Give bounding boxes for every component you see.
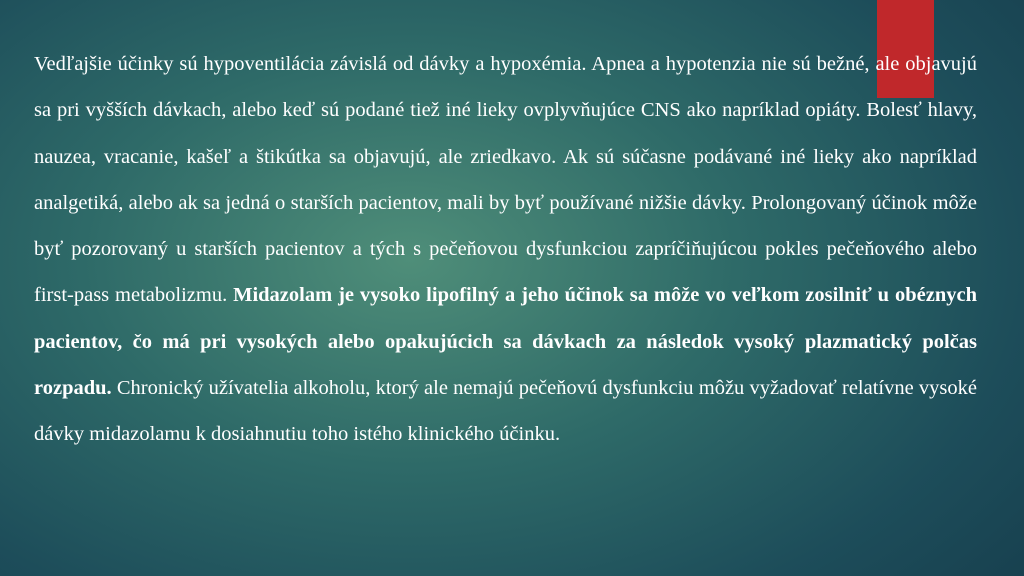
slide-body [34, 41, 977, 458]
paragraph-text-outro: Chronický užívatelia alkoholu, ktorý ale nemajú pečeňovú dysfunkciu môžu vyžadovať relatívne vysoké dávky midazolamu k dosiahnutiu toho istého klinického účinku. [34, 377, 977, 446]
body-paragraph [34, 41, 977, 458]
paragraph-text-bold: Midazolam je vysoko lipofilný a jeho účinok sa môže vo veľkom zosilniť u obéznych pacientov, čo má pri vysokých alebo opakujúcich sa dávkach za následok vysoký plazmatický polčas rozpadu. [34, 284, 977, 400]
paragraph-text-intro: Vedľajšie účinky sú hypoventilácia závislá od dávky a hypoxémia. Apnea a hypotenzia nie sú bežné, ale objavujú sa pri vyšších dávkach, alebo keď sú podané tiež iné lieky ovplyvňujúce CNS ako napríklad opiáty. Bolesť hlavy, nauzea, vracanie, kašeľ a štikútka sa objavujú, ale zriedkavo. Ak sú súčasne podávané iné lieky ako napríklad analgetiká, alebo ak sa jedná o starších pacientov, mali by byť používané nižšie dávky. Prolongovaný účinok môže byť pozorovaný u starších pacientov a tých s pečeňovou dysfunkciou zapríčiňujúcou pokles pečeňového alebo first-pass metabolizmu. [34, 53, 977, 307]
